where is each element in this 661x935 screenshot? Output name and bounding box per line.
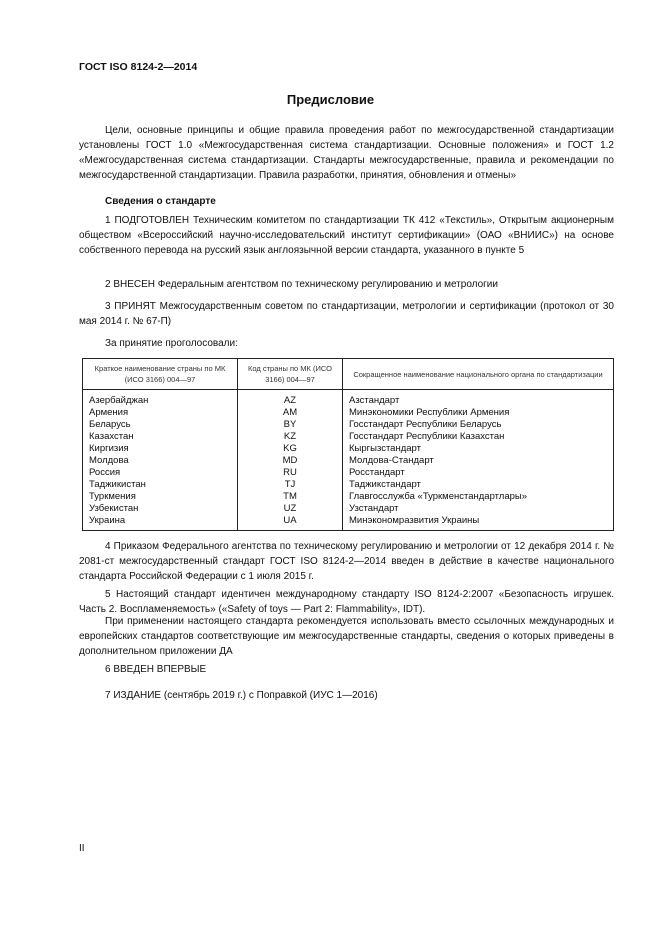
item-6-text: 6 ВВЕДЕН ВПЕРВЫЕ: [105, 664, 207, 675]
table-row: [83, 479, 614, 491]
body-cell: Молдова-Стандарт: [349, 455, 434, 466]
code-cell: UZ: [238, 503, 343, 515]
body-cell: Госстандарт Республики Беларусь: [349, 419, 502, 430]
intro-text: Цели, основные принципы и общие правила проведения работ по межгосударственной стандартизации установлены ГОСТ 1.0 «Межгосударственная система стандартизации. Основные положения» и ГОСТ 1.2 «Межгосударственная система стандартизации. Стандарты межгосударственные, правила и рекомендации по межгосударственной стандартизации. Правила разработки, принятия, обновления и отмены»: [79, 125, 614, 181]
page-title: Предисловие: [286, 92, 375, 107]
country-cell: Узбекистан: [83, 503, 238, 515]
item-3-text: 3 ПРИНЯТ Межгосударственным советом по стандартизации, метрологии и сертификации (протокол от 30 мая 2014 г. № 67-П): [79, 301, 614, 327]
item-5-note: [79, 614, 614, 659]
item-3: [79, 299, 614, 329]
code-cell: AZ: [238, 390, 343, 408]
body-cell: Главгосслужба «Туркменстандартлары»: [349, 491, 528, 502]
body-cell: Таджикстандарт: [349, 479, 421, 490]
page-number: II: [79, 843, 85, 854]
code-cell: RU: [238, 467, 343, 479]
item-1: [79, 213, 614, 258]
item-2-text: 2 ВНЕСЕН Федеральным агентством по техническому регулированию и метрологии: [105, 279, 498, 290]
body-cell: Минэкономики Республики Армения: [349, 407, 510, 418]
country-cell: Казахстан: [83, 431, 238, 443]
table-row: [83, 443, 614, 455]
body-cell: Росстандарт: [349, 467, 405, 478]
header-body: Сокращенное наименование национального органа по стандартизации: [343, 359, 614, 390]
table-row: [83, 467, 614, 479]
document-code: ГОСТ ISO 8124-2—2014: [79, 61, 198, 73]
code-cell: TM: [238, 491, 343, 503]
country-cell: Киргизия: [83, 443, 238, 455]
country-cell: Беларусь: [83, 419, 238, 431]
about-heading: Сведения о стандарте: [105, 196, 216, 207]
table-row: [83, 407, 614, 419]
body-cell: Госстандарт Республики Казахстан: [349, 431, 505, 442]
country-cell: Украина: [83, 515, 238, 531]
item-5-note-text: При применении настоящего стандарта рекомендуется использовать вместо ссылочных международных и европейских стандартов соответствующие им межгосударственные стандарты, сведения о которых приведены в дополнительном приложении ДА: [79, 616, 614, 657]
voted-label-text: За принятие проголосовали:: [105, 338, 238, 349]
table-row: [83, 503, 614, 515]
intro-paragraph: [79, 123, 614, 183]
code-cell: MD: [238, 455, 343, 467]
item-4-text: 4 Приказом Федерального агентства по техническому регулированию и метрологии от 12 декабря 2014 г. № 2081-ст межгосударственный стандарт ГОСТ ISO 8124-2—2014 введен в действие в качестве национального стандарта Российской Федерации с 1 июля 2015 г.: [79, 541, 614, 582]
country-cell: Азербайджан: [83, 390, 238, 408]
item-2: [79, 277, 614, 292]
voting-table: [82, 358, 614, 531]
body-cell: Азстандарт: [349, 395, 400, 406]
table-row: [83, 419, 614, 431]
voted-label: [79, 336, 614, 351]
country-cell: Таджикистан: [83, 479, 238, 491]
code-cell: BY: [238, 419, 343, 431]
header-country: Краткое наименование страны по МК (ИСО 3166) 004—97: [83, 359, 238, 390]
item-4: [79, 539, 614, 584]
item-6: [79, 662, 614, 677]
table-row: [83, 390, 614, 408]
code-cell: AM: [238, 407, 343, 419]
item-7: [79, 688, 614, 703]
code-cell: TJ: [238, 479, 343, 491]
country-cell: Молдова: [83, 455, 238, 467]
item-1-text: 1 ПОДГОТОВЛЕН Техническим комитетом по стандартизации ТК 412 «Текстиль», Открытым акционерным обществом «Всероссийский научно-исследовательский институт сертификации» (ОАО «ВНИИС») на основе собственного перевода на русский язык англоязычной версии стандарта, указанного в пункте 5: [79, 215, 614, 256]
table-row: [83, 455, 614, 467]
item-5-text: 5 Настоящий стандарт идентичен международному стандарту ISO 8124-2:2007 «Безопасность игрушек. Часть 2. Воспламеняемость» («Safety of toys — Part 2: Flammability», IDT).: [79, 589, 614, 615]
body-cell: Минэкономразвития Украины: [349, 515, 480, 526]
country-cell: Туркмения: [83, 491, 238, 503]
body-cell: Узстандарт: [349, 503, 399, 514]
item-7-text: 7 ИЗДАНИЕ (сентябрь 2019 г.) с Поправкой (ИУС 1—2016): [105, 690, 378, 701]
table-row: [83, 431, 614, 443]
body-cell: Кыргызстандарт: [349, 443, 421, 454]
code-cell: KZ: [238, 431, 343, 443]
code-cell: UA: [238, 515, 343, 531]
code-cell: KG: [238, 443, 343, 455]
header-code: Код страны по МК (ИСО 3166) 004—97: [238, 359, 343, 390]
country-cell: Армения: [83, 407, 238, 419]
country-cell: Россия: [83, 467, 238, 479]
item-5: [79, 587, 614, 617]
table-row: [83, 515, 614, 531]
table-row: [83, 491, 614, 503]
table-header-row: [83, 359, 614, 390]
